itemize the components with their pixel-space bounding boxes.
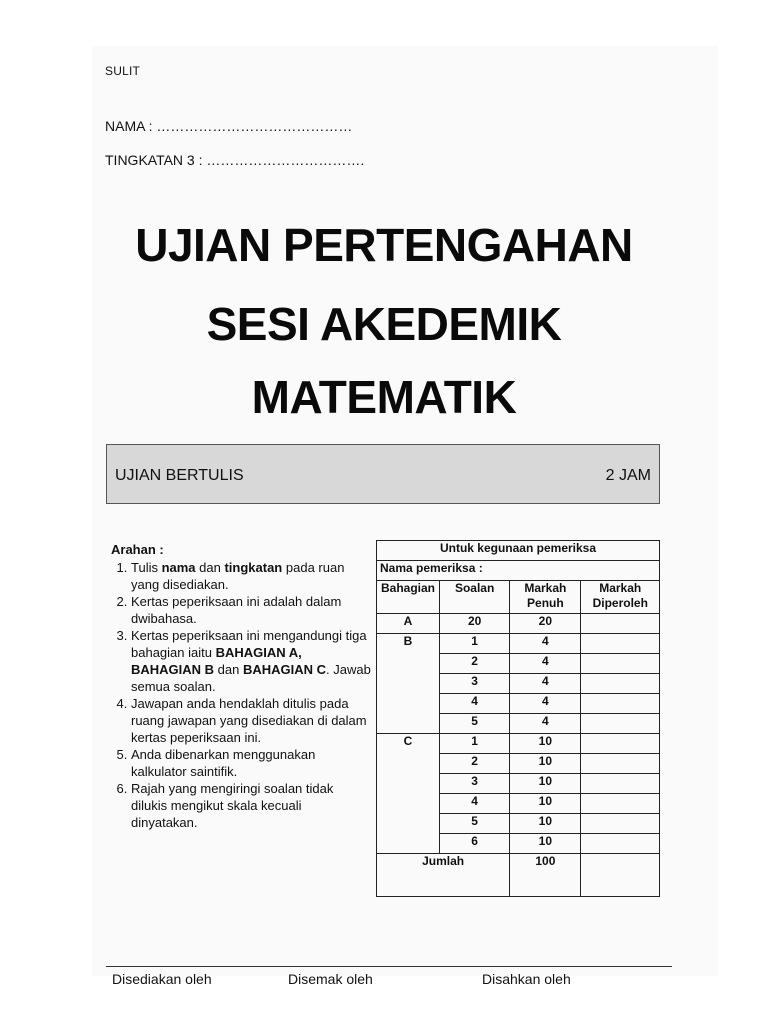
- total-row: [377, 854, 660, 897]
- signature-line: [106, 966, 672, 967]
- footer-disediakan: Disediakan oleh: [112, 971, 212, 987]
- total-label: Jumlah: [377, 854, 510, 897]
- tingkatan-field: TINGKATAN 3 : …………………………….: [105, 152, 365, 168]
- instructions-heading: Arahan :: [111, 542, 164, 557]
- instruction-item: 2. Kertas peperiksaan ini adalah dalam dwibahasa.: [131, 593, 371, 627]
- header-soalan: Soalan: [440, 581, 510, 614]
- title-line-2: SESI AKEDEMIK: [206, 298, 562, 350]
- footer-disahkan: Disahkan oleh: [482, 971, 571, 987]
- instruction-item: 4. Jawapan anda hendaklah ditulis pada ruang jawapan yang disediakan di dalam kertas peperiksaan ini.: [131, 695, 371, 746]
- banner-duration: 2 JAM: [605, 467, 651, 484]
- instruction-item: 1. Tulis nama dan tingkatan pada ruan yang disediakan.: [131, 559, 371, 593]
- examiner-name: Nama pemeriksa :: [377, 561, 660, 581]
- instruction-item: 5. Anda dibenarkan menggunakan kalkulator saintifik.: [131, 746, 371, 780]
- title-line-3: MATEMATIK: [251, 371, 517, 423]
- table-row: 4 10: [377, 794, 660, 814]
- table-row: 3 4: [377, 674, 660, 694]
- title-line-1: UJIAN PERTENGAHAN: [135, 219, 633, 271]
- table-row: B 1 4: [377, 634, 660, 654]
- section-b: B: [377, 634, 440, 734]
- table-row: 6 10: [377, 834, 660, 854]
- banner-type: UJIAN BERTULIS: [115, 467, 244, 484]
- instruction-item: 6. Rajah yang mengiringi soalan tidak dilukis mengikut skala kecuali dinyatakan.: [131, 780, 371, 831]
- footer-disemak: Disemak oleh: [288, 971, 373, 987]
- instructions: [111, 541, 371, 831]
- table-row: 2 4: [377, 654, 660, 674]
- examiner-table: [376, 540, 660, 897]
- table-title: Untuk kegunaan pemeriksa: [377, 541, 660, 561]
- nama-field: NAMA : ……………………………………: [105, 118, 353, 134]
- instructions-list: [111, 559, 371, 831]
- section-c: C: [377, 734, 440, 854]
- table-row: 3 10: [377, 774, 660, 794]
- header-markah-penuh: Markah Penuh: [510, 581, 581, 614]
- table-row: A 20 20: [377, 614, 660, 634]
- total-value: 100: [510, 854, 581, 897]
- table-row: 5 4: [377, 714, 660, 734]
- header-markah-diperoleh: Markah Diperoleh: [581, 581, 660, 614]
- table-row: 5 10: [377, 814, 660, 834]
- instruction-item: 3. Kertas peperiksaan ini mengandungi tiga bahagian iaitu BAHAGIAN A, BAHAGIAN B dan BAHAGIAN C. Jawab semua soalan.: [131, 627, 371, 695]
- exam-banner: [106, 444, 660, 504]
- section-a: A: [377, 614, 440, 634]
- table-row: 2 10: [377, 754, 660, 774]
- header-bahagian: Bahagian: [377, 581, 440, 614]
- table-row: 4 4: [377, 694, 660, 714]
- sulit-label: SULIT: [105, 64, 141, 78]
- table-row: C 1 10: [377, 734, 660, 754]
